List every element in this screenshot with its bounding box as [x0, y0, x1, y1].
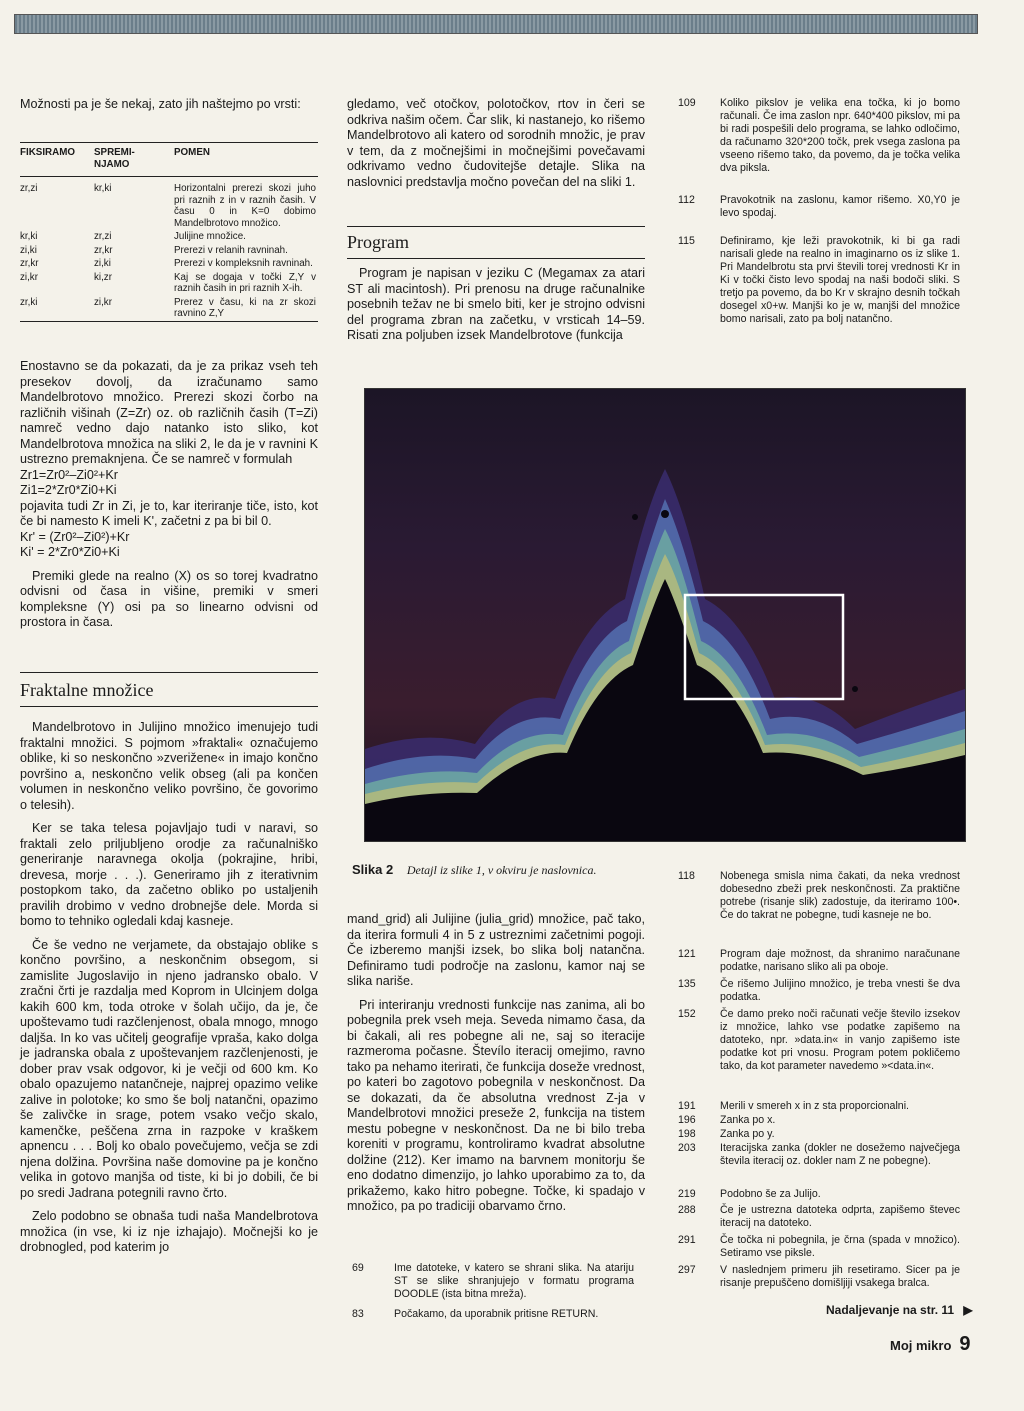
table-cell: Prerez v času, ki na zr skozi ravnino Z,Y [174, 296, 316, 319]
figure-caption [352, 862, 596, 878]
middle-body-mid [347, 266, 645, 352]
formula: Zr1=Zr0²–Zi0²+Kr [20, 467, 118, 482]
table-cell: kr,ki [94, 183, 112, 194]
table-cell: zi,kr [20, 271, 38, 283]
line-number: 109 [678, 97, 696, 109]
table-cell: Kaj se dogaja v točki Z,Y v raznih časih in pri raznih X-ih. [174, 271, 316, 294]
formula: Zi1=2*Zr0*Zi0+Ki [20, 483, 117, 497]
arrow-right-icon: ▶ [963, 1303, 973, 1317]
note-text: Če damo preko noči računati večje število izsekov iz množice, lahko vse podatke zapišemo na datoteko, npr. »data.in« in vanjo zapišemo iste podatke kot pri vnosu. Program potem pokličemo tako, da kot parameter navedemo »<data.in«. [720, 1008, 960, 1072]
line-number: 219 [678, 1188, 696, 1200]
section-heading-program: Program [347, 232, 409, 252]
note-text: Ime datoteke, v katero se shrani slika. Na atariju ST se slike shranjujejo v formatu programa DOODLE (ista bitna mreža). [394, 1262, 634, 1300]
line-number: 83 [352, 1308, 364, 1320]
note-text: Če je ustrezna datoteka odprta, zapišemo števec iteracij na datoteko. [720, 1204, 960, 1229]
table-header: FIKSIRAMO [20, 143, 94, 177]
table-row [20, 244, 318, 258]
table-cell: zr,kr [94, 244, 113, 256]
table-header: POMEN [174, 143, 318, 177]
mandelbrot-image [365, 389, 965, 841]
table-row [20, 177, 318, 231]
line-number: 118 [678, 870, 695, 882]
paragraph: gledamo, več otočkov, polotočkov, rtov in čeri se odkriva našim očem. Čar slik, ki nastanejo, ko rišemo Mandelbrotovo ali katero od sorodnih množic, je prav v tem, da z močnejšimi in močnejšimi povečavami odkrivamo vedno čudovitejše detajle. Slika na naslovnici predstavlja močno povečan del na sliki 1. [347, 97, 645, 189]
section-heading-fractals: Fraktalne množice [20, 680, 154, 700]
left-body-bottom [20, 720, 318, 1264]
left-body-top [20, 359, 318, 639]
paragraph: Če še vedno ne verjamete, da obstajajo oblike s končno površino, a neskončnim obsegom, si zamislite Jugoslavijo in njeno jadransko obalo. V zračni črti je razdalja med Koprom in Ulcinjem dolga kakih 600 km, toda otroke v šolah učijo, da je, če upoštevamo tudi razčlenjenost, obala mnogo, mnogo daljša. In ko vas učitelj geografije vpraša, kako dolga je jadranska obala z upoštevanjem razčlenjenosti, je dober prav vsak odgovor, ki je večji od 600 km. Ko obalo opazujemo natančneje, najprej opazimo velike zalive in polotoke; ko smo še bolj natančni, opazimo še zalivčke in srage, potem vsako večjo skalo, kamenčke, peščena zrna in razpoke v kraškem apnencu . . . Bolj ko obalo povečujemo, večja se zdi njena dolžina. Površina naše domovine pa je končno velika in gotovo manjša od tiste, ki bi jo dobili, če bi po sredi Jadrana potegnili ravno črto. [20, 937, 318, 1200]
line-number: 291 [678, 1234, 696, 1246]
table-cell: zr,zi [20, 183, 38, 194]
note-text: Zanka po y. [720, 1128, 775, 1140]
line-number: 203 [678, 1142, 696, 1154]
paragraph-text: pojavita tudi Zr in Zi, je to, kar iteriranje tiče, isto, kot če bi namesto K imeli K', začetni z pa bi bil 0. [20, 498, 318, 528]
note-text: Iteracijska zanka (dokler ne dosežemo največjega števila iteracij oz. dokler nam Z ne pobegne). [720, 1142, 960, 1167]
paragraph: Pri interiranju vrednosti funkcije nas zanima, ali bo pobegnila prek vseh meja. Seveda nimamo časa, da bi čakali, ali res pobegne ali ne, saj so iteracije razmeroma počasne. Števílo iteracij omejimo, ravno tako pa nehamo iterirati, če funkcija doseže vrednost, po kateri bo zagotovo pobegnila v neskončnost. Da se dokazati, da če absolutna vrednost Z-ja v Mandelbrotovi množici preseže 2, funkcija na tistem mestu pobegne v neskončnost. Da ne bi bilo treba koreniti v programu, kontroliramo kvadrat absolutne dolžine (212). Ker imamo na barvnem monitorju še eno dodatno dimenzijo, jo lahko uporabimo za to, da prikažemo, kako hitro pobegne. Točke, ki spadajo v množico, pa po tradiciji obarvamo črno. [347, 997, 645, 1213]
paragraph: Premiki glede na realno (X) os so torej kvadratno odvisni od časa in višine, premiki v smeri kompleksne (Y) osi pa so linearno odvisni od prostora in časa. [20, 568, 318, 629]
note-text: Definiramo, kje leži pravokotnik, ki bi ga radi narisali glede na realno in imaginarno os iz slike 1. Pri Mandelbrotu sta prvi števili torej vrednosti Kr in Ki v točki čisto levo spodaj na naši bodoči sliki. S tretjo pa povemo, da bo Kr v skrajno desnih točkah dosegel x0+w. Manjši ko je w, manjši del množice bomo narisali, zato pa bolj natančno. [720, 235, 960, 325]
note-text: Če točka ni pobegnila, je črna (spada v množico). Setiramo vse piksle. [720, 1234, 960, 1259]
middle-notes [352, 1262, 652, 1322]
note-text: Merili v smereh x in z sta proporcionalni. [720, 1100, 909, 1112]
table-cell: zi,ki [94, 258, 111, 269]
paragraph: mand_grid) ali Julijine (julia_grid) množice, pač tako, da iterira formuli 4 in 5 z ustreznimi začetnimi pogoji. Če izberemo manjši izsek, bo slika bolj natančna. Definiramo tudi področje na zaslonu, kamor naj se slika nariše. [347, 912, 645, 988]
note-text: Podobno še za Julijo. [720, 1188, 821, 1200]
table-cell: zr,zi [94, 231, 112, 242]
line-number: 288 [678, 1204, 696, 1216]
paragraph: Program je napisan v jeziku C (Megamax za atari ST ali macintosh). Pri prenosu na druge računalnike posebnih težav ne bi smelo biti, ker je strojno odvisni del programa zbran na začetku, v vrsticah 14–59. Risati zna poljuben izsek Mandelbrotove (funkcija [347, 266, 645, 342]
continued-note [826, 1303, 973, 1317]
note-text: Zanka po x. [720, 1114, 776, 1126]
section-rule [20, 706, 318, 707]
middle-body-top [347, 97, 645, 198]
formula: Kr' = (Zr0²–Zi0²)+Kr [20, 529, 130, 544]
section-rule [20, 672, 318, 673]
line-number: 135 [678, 978, 696, 990]
middle-body-bottom [347, 912, 645, 1223]
table-cell: Julijine množice. [174, 231, 246, 242]
table-cell: zr,kr [20, 258, 39, 269]
note-text: Program daje možnost, da shranimo naračunane podatke, narisano sliko ali pa oboje. [720, 948, 960, 973]
paragraph-text: Enostavno se da pokazati, da je za prikaz vseh teh presekov dovolj, da izračunamo samo Mandelbrotovo množico. Prerezi skozi čorbo na različnih višinah (Z=Zr) oz. ob različnih časih (T=Zi) namreč vedno dajo natanko isto sliko, kot Mandelbrotova množica na sliki 2, le da je v ravnini K ustrezno premaknjena. Če se namreč v formulah [20, 359, 318, 466]
page-number: 9 [959, 1333, 971, 1355]
table-header: SPREMI- NJAMO [94, 143, 174, 177]
table-header-row [20, 143, 318, 177]
continued-text: Nadaljevanje na str. 11 [826, 1303, 955, 1317]
left-intro [20, 97, 318, 121]
paragraph: Zelo podobno se obnaša tudi naša Mandelbrotova množica (in vse, ki iz nje izhajajo). Močnejši ko je drobnogled, pod katerim jo [20, 1209, 318, 1254]
line-number: 191 [678, 1100, 696, 1112]
caption-label: Slika 2 [352, 862, 394, 877]
page-folio [890, 1333, 971, 1356]
table-row [20, 257, 318, 271]
right-notes-bottom [678, 870, 978, 1300]
line-number: 115 [678, 235, 695, 247]
paragraph: Mandelbrotovo in Julijino množico imenujejo tudi fraktalni množici. S pojmom »fraktali« označujemo oblike, ki so neskončno »zverižene« in imajo končno površino a, neskončno velik obseg (ali pa končen volumen in neskončno veliko površino, če govorimo o telesih). [20, 720, 318, 812]
right-notes-top [678, 97, 978, 367]
table-cell: zi,kr [94, 296, 174, 322]
table-cell: zr,ki [20, 296, 94, 322]
caption-text: Detajl iz slike 1, v okviru je naslovnica. [406, 863, 597, 877]
section-rule [347, 258, 645, 259]
paragraph: Ker se taka telesa pojavljajo tudi v naravi, so fraktali zelo priljubljeno orodje za računalniško generiranje naravnega okolja (pokrajine, hribi, drevesa, morje . . .). Generiramo jih z iterativnim postopkom tako, da začetno obliko po ustaljenih pravilih drobimo v vedno drobnejše dele. Morda si bomo to tehniko ogledali kdaj kasneje. [20, 821, 318, 928]
formula: Ki' = 2*Zr0*Zi0+Ki [20, 545, 120, 559]
note-text: Če rišemo Julijino množico, je treba vnesti še dva podatka. [720, 978, 960, 1003]
note-text: Počakamo, da uporabnik pritisne RETURN. [394, 1308, 599, 1320]
modes-table [20, 142, 318, 322]
line-number: 112 [678, 194, 695, 206]
table-cell: Prerezi v relanih ravninah. [174, 244, 288, 256]
line-number: 198 [678, 1128, 696, 1140]
table-cell: zi,ki [20, 244, 37, 256]
line-number: 69 [352, 1262, 364, 1274]
table-row [20, 271, 318, 296]
paragraph [20, 359, 318, 561]
note-text: Pravokotnik na zaslonu, kamor rišemo. X0,Y0 je levo spodaj. [720, 194, 960, 219]
table-cell: Prerezi v kompleksnih ravninah. [174, 258, 313, 269]
note-text: Koliko pikslov je velika ena točka, ki jo bomo računali. Če ima zaslon npr. 640*400 pikslov, mi pa bi radi pospešili delo programa, se lahko odločimo, da računamo 320*200 točk, prek vsega zaslona pa vseeno rišemo tako, da povemo, da je točka velika dva piksla. [720, 97, 960, 174]
table-cell: ki,zr [94, 271, 112, 283]
table-row [20, 230, 318, 244]
magazine-name: Moj mikro [890, 1338, 952, 1353]
mandelbrot-figure [364, 388, 966, 842]
note-text: Nobenega smisla nima čakati, da neka vrednost dobesedno zbeži prek neskončnosti. Za praktične potrebe (risanje slik) zadostuje, da iteriramo 100•. Če do takrat ne pobegne, tudi kasneje ne bo. [720, 870, 960, 921]
line-number: 152 [678, 1008, 696, 1020]
line-number: 297 [678, 1264, 696, 1276]
line-number: 121 [678, 948, 696, 960]
intro-text: Možnosti pa je še nekaj, zato jih naštejmo po vrsti: [20, 97, 301, 111]
header-stripe [14, 14, 978, 34]
section-rule [347, 226, 645, 227]
table-cell: Horizontalni prerezi skozi juho pri raznih z in v raznih časih. V času 0 in K=0 dobimo Mandelbrotovo množico. [174, 183, 316, 229]
table-cell: kr,ki [20, 231, 38, 242]
note-text: V naslednjem primeru jih resetiramo. Sicer pa je risanje prepuščeno domišljiji vsakega bralca. [720, 1264, 960, 1289]
line-number: 196 [678, 1114, 696, 1126]
table-row [20, 296, 318, 322]
